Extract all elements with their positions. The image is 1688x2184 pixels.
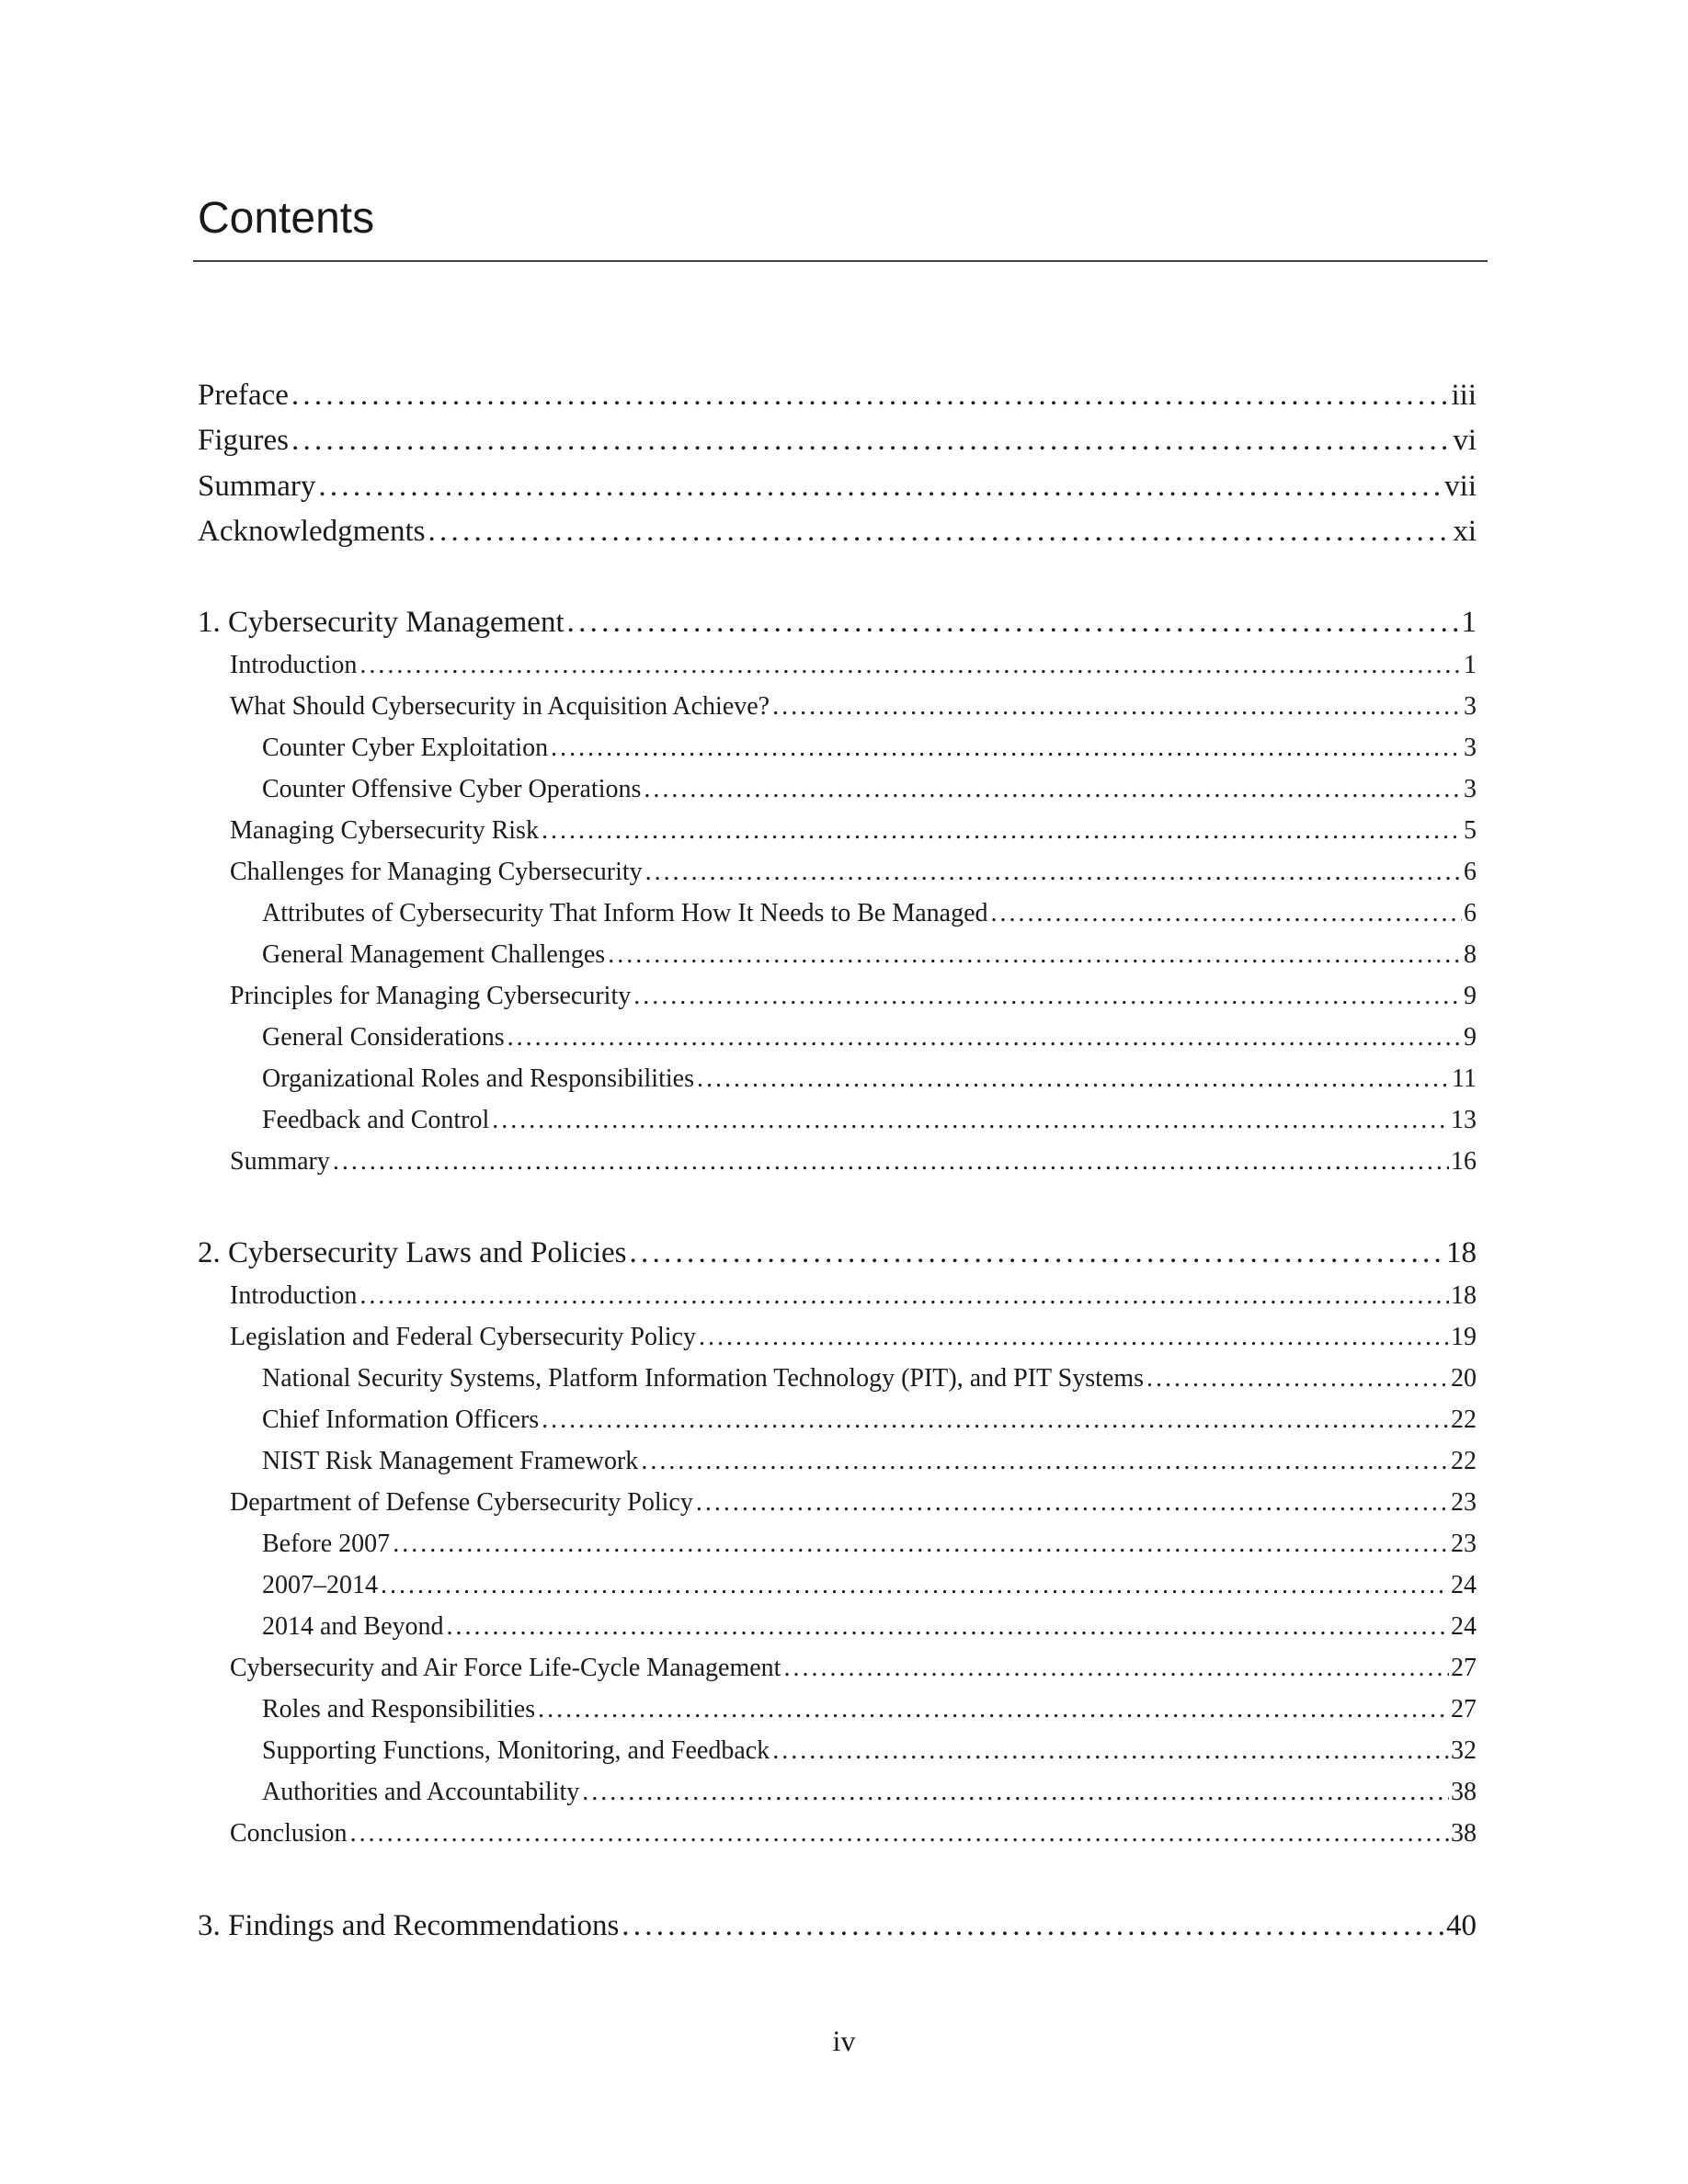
toc-entry-page: 13 [1451,1106,1477,1134]
toc-entry-title: Supporting Functions, Monitoring, and Feedback [262,1736,770,1765]
dot-leader [696,1486,1449,1519]
toc-entry[interactable] [262,1610,1477,1644]
toc-entry-page: 18 [1446,1236,1477,1269]
toc-entry[interactable] [198,513,1477,550]
dot-leader [393,1528,1449,1561]
toc-entry-title: Conclusion [230,1819,348,1848]
toc-entry-title: 1. Cybersecurity Management [198,606,565,639]
dot-leader [359,1280,1449,1313]
toc-entry-title: Challenges for Managing Cybersecurity [230,858,643,886]
toc-entry-title: Summary [198,470,316,503]
toc-entry[interactable] [198,1234,1477,1271]
dot-leader [492,1104,1449,1137]
toc-entry-title: Roles and Responsibilities [262,1695,536,1723]
dot-leader [381,1569,1449,1602]
toc-entry-title: 2. Cybersecurity Laws and Policies [198,1236,627,1269]
toc-entry-title: Before 2007 [262,1530,391,1558]
toc-entry[interactable] [262,1021,1477,1054]
dot-leader [318,468,1443,505]
dot-leader [622,1907,1444,1944]
toc-entry[interactable] [230,814,1477,847]
dot-leader [772,1735,1449,1768]
toc-entry-title: NIST Risk Management Framework [262,1447,639,1475]
toc-entry[interactable] [198,422,1477,459]
toc-entry-page: 38 [1451,1819,1477,1848]
dot-leader [359,649,1462,682]
toc-entry-page: 8 [1464,940,1477,969]
toc-entry-page: 1 [1464,651,1477,679]
toc-entry[interactable] [198,468,1477,505]
toc-entry-title: Department of Defense Cybersecurity Policy [230,1488,693,1517]
dot-leader [629,1234,1444,1271]
toc-entry-title: Legislation and Federal Cybersecurity Policy [230,1323,696,1351]
toc-entry[interactable] [262,1362,1477,1395]
toc-entry[interactable] [262,1693,1477,1726]
toc-entry[interactable] [230,690,1477,723]
toc-entry[interactable] [262,1404,1477,1437]
dot-leader [542,814,1462,847]
toc-entry-page: 1 [1461,606,1477,639]
toc-entry[interactable] [230,856,1477,889]
toc-entry-title: Introduction [230,651,358,679]
toc-entry-page: xi [1453,515,1477,548]
toc-entry[interactable] [230,1652,1477,1685]
toc-entry-page: 5 [1464,816,1477,845]
toc-entry[interactable] [262,773,1477,806]
toc-entry-title: Preface [198,379,289,412]
toc-entry-page: iii [1451,379,1477,412]
toc-entry[interactable] [230,1817,1477,1850]
toc-entry[interactable] [198,377,1477,414]
dot-leader [645,856,1462,889]
toc-entry-page: 23 [1451,1530,1477,1558]
toc-entry-page: 22 [1451,1447,1477,1475]
toc-entry-page: 27 [1451,1654,1477,1682]
toc-entry[interactable] [262,1735,1477,1768]
dot-leader [428,513,1451,550]
toc-entry-title: General Considerations [262,1023,505,1052]
toc-entry-page: 19 [1451,1323,1477,1351]
toc-entry[interactable] [262,732,1477,765]
dot-leader [641,1445,1449,1478]
toc-entry-title: 3. Findings and Recommendations [198,1909,620,1942]
toc-entry[interactable] [262,897,1477,930]
dot-leader [350,1817,1449,1850]
toc-entry-title: Cybersecurity and Air Force Life-Cycle Management [230,1654,781,1682]
dot-leader [644,773,1462,806]
toc-entry[interactable] [230,1280,1477,1313]
dot-leader [542,1404,1449,1437]
toc-entry[interactable] [230,980,1477,1013]
toc-entry-title: Counter Cyber Exploitation [262,734,549,762]
dot-leader [697,1063,1450,1096]
toc-entry-title: Attributes of Cybersecurity That Inform How It Needs to Be Managed [262,899,988,927]
toc-entry-title: Managing Cybersecurity Risk [230,816,539,845]
toc-entry-page: 9 [1464,982,1477,1010]
dot-leader [633,980,1462,1013]
toc-entry[interactable] [230,1486,1477,1519]
toc-entry[interactable] [198,1907,1477,1944]
toc-entry[interactable] [230,649,1477,682]
toc-entry-title: What Should Cybersecurity in Acquisition Achieve? [230,692,770,721]
dot-leader [551,732,1462,765]
dot-leader [991,897,1462,930]
toc-entry-page: 23 [1451,1488,1477,1517]
toc-entry-title: Acknowledgments [198,515,426,548]
toc-entry-page: 16 [1451,1147,1477,1176]
toc-entry-page: 11 [1452,1064,1477,1093]
toc-entry[interactable] [198,604,1477,641]
toc-entry-title: Summary [230,1147,330,1176]
toc-entry[interactable] [230,1321,1477,1354]
toc-entry-title: Figures [198,424,289,457]
toc-entry-page: 20 [1451,1364,1477,1393]
toc-entry-page: 32 [1451,1736,1477,1765]
dot-leader [772,690,1462,723]
toc-entry[interactable] [262,1569,1477,1602]
toc-entry-page: 18 [1451,1281,1477,1310]
toc-entry[interactable] [262,1528,1477,1561]
toc-entry-title: Chief Information Officers [262,1405,540,1434]
toc-entry-title: General Management Challenges [262,940,606,969]
toc-entry-page: 3 [1464,734,1477,762]
toc-entry-page: 6 [1464,858,1477,886]
toc-entry-page: 24 [1451,1571,1477,1599]
toc-entry[interactable] [230,1145,1477,1178]
toc-entry-title: Feedback and Control [262,1106,490,1134]
dot-leader [567,604,1460,641]
toc-entry-title: Organizational Roles and Responsibilities [262,1064,694,1093]
toc-entry-page: 9 [1464,1023,1477,1052]
toc-entry-page: 3 [1464,775,1477,803]
dot-leader [333,1145,1449,1178]
toc-entry[interactable] [262,1063,1477,1096]
dot-leader [699,1321,1449,1354]
toc-entry-page: 40 [1446,1909,1477,1942]
toc-entry-title: Principles for Managing Cybersecurity [230,982,632,1010]
toc-entry-title: National Security Systems, Platform Information Technology (PIT), and PIT Systems [262,1364,1144,1393]
toc-entry-title: 2007–2014 [262,1571,378,1599]
dot-leader [291,422,1451,459]
toc-entry-page: 3 [1464,692,1477,721]
page-title: Contents [198,194,375,243]
dot-leader [291,377,1450,414]
dot-leader [508,1021,1462,1054]
dot-leader [538,1693,1449,1726]
toc-entry-page: vii [1444,470,1477,503]
toc-entry[interactable] [262,1104,1477,1137]
dot-leader [783,1652,1449,1685]
toc-entry[interactable] [262,938,1477,972]
toc-entry-title: Authorities and Accountability [262,1778,580,1806]
toc-entry[interactable] [262,1445,1477,1478]
toc-entry-page: 22 [1451,1405,1477,1434]
dot-leader [447,1610,1449,1644]
toc-entry-page: 38 [1451,1778,1477,1806]
toc-entry-page: vi [1453,424,1477,457]
toc-entry-page: 24 [1451,1612,1477,1641]
toc-entry[interactable] [262,1776,1477,1809]
dot-leader [1146,1362,1449,1395]
toc-entry-page: 6 [1464,899,1477,927]
dot-leader [582,1776,1449,1809]
toc-entry-page: 27 [1451,1695,1477,1723]
toc-entry-title: Counter Offensive Cyber Operations [262,775,642,803]
toc-entry-title: 2014 and Beyond [262,1612,444,1641]
page-number: iv [832,2024,856,2057]
dot-leader [608,938,1462,972]
toc-entry-title: Introduction [230,1281,358,1310]
